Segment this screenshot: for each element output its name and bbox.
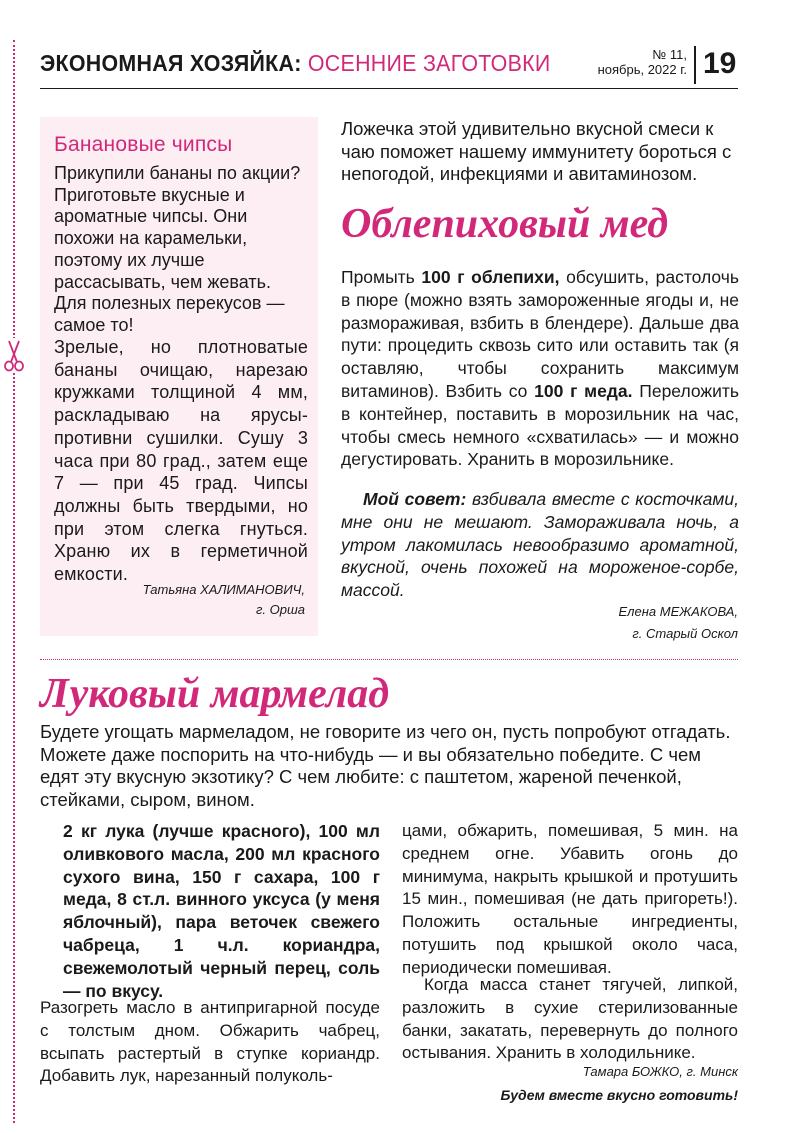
- sidebar-title: Банановые чипсы: [54, 133, 233, 156]
- page-number: 19: [703, 47, 737, 80]
- marmalade-intro: Будете угощать мармеладом, не говорите из чего он, пусть попробуют отгадать. Можете даже поспорить на что-нибудь — и вы обязательно победите. С чем едят эту вкусную экзотику? С чем любите: с паштетом, жареной печенкой, стейками, сыром, вином.: [40, 721, 731, 810]
- section-divider: [40, 659, 738, 660]
- magazine-section-title: [40, 50, 551, 77]
- advice-text: взбивала вместе с косточками, мне они не мешают. Замораживала ночь, а утром лакомилась невообразимо ароматной, вкусной, очень похожей на мороженое-сорбе, массой.: [341, 489, 739, 601]
- scissors-icon: [3, 338, 25, 372]
- header-rule: [40, 88, 738, 89]
- issue-info: [598, 47, 687, 77]
- closing-line: Будем вместе вкусно готовить!: [500, 1087, 738, 1103]
- honey-advice: [341, 488, 739, 602]
- marmalade-author: Тамара БОЖКО, г. Минск: [582, 1064, 738, 1079]
- honey-intro: Ложечка этой удивительно вкусной смеси к чаю поможет нашему иммунитету бороться с непогодой, инфекциями и авитаминозом.: [341, 118, 732, 184]
- marmalade-heading: Луковый мармелад: [40, 671, 390, 717]
- cut-line: [13, 40, 15, 1123]
- honey-author: Елена МЕЖАКОВА,: [618, 604, 738, 619]
- sidebar-body: Зрелые, но плотноватые бананы очищаю, нарезаю кружками толщиной 4 мм, раскладываю на ярусы-противни сушилки. Сушу 3 часа при 80 град., затем еще 7 — при 45 град. Чипсы должны быть твердыми, но при этом слегка гнуться. Храню их в герметичной емкости.: [54, 337, 308, 585]
- sidebar-intro: Прикупили бананы по акции? Приготовьте вкусные и ароматные чипсы. Они похожи на карамельки, поэтому их лучше рассасывать, чем жевать. Для полезных перекусов — самое то!: [54, 163, 301, 335]
- marmalade-steps-part2: цами, обжарить, помешивая, 5 мин. на среднем огне. Убавить огонь до минимума, накрыть крышкой и протушить 15 мин., помешивая (не дать пригореть!). Положить остальные ингредиенты, потушить под крышкой около часа, периодически помешивая.: [402, 821, 738, 977]
- sidebar-author-city: г. Орша: [256, 602, 305, 617]
- marmalade-ingredients: 2 кг лука (лучше красного), 100 мл оливкового масла, 200 мл красного сухого вина, 150 г сахара, 100 г меда, 8 ст.л. винного уксуса (у меня яблочный), пара веточек свежего чабреца, 1 ч.л. кориандра, свежемолотый черный перец, соль — по вкусу.: [63, 821, 380, 1001]
- advice-label: Мой совет:: [363, 489, 467, 509]
- marmalade-steps-part1: Разогреть масло в антипригарной посуде с толстым дном. Обжарить чабрец, всыпать растертый в ступке кориандр. Добавить лук, нарезанный полуколь-: [40, 998, 380, 1086]
- section-title-main: ЭКОНОМНАЯ ХОЗЯЙКА:: [40, 50, 302, 76]
- issue-date: ноябрь, 2022 г.: [597, 62, 687, 77]
- page-number-divider: [694, 46, 696, 84]
- sidebar-author: Татьяна ХАЛИМАНОВИЧ,: [142, 582, 305, 597]
- marmalade-steps-part3: Когда масса станет тягучей, липкой, разложить в сухие стерилизованные банки, закатать, перевернуть до полного остывания. Хранить в холодильнике.: [402, 975, 738, 1063]
- honey-heading: Облепиховый мед: [341, 201, 669, 247]
- honey-recipe: Промыть 100 г облепихи, обсушить, растолочь в пюре (можно взять замороженные ягоды и, не размораживая, взбить в блендере). Дальше два пути: процедить сквозь сито или оставить так (я оставляю, чтобы сохранить максимум витаминов). Взбить со 100 г меда. Переложить в контейнер, поставить в морозильник на час, чтобы смесь немного «схватилась» — и можно дегустировать. Хранить в морозильнике.: [341, 267, 740, 470]
- issue-number: № 11,: [652, 47, 687, 62]
- section-title-sub: ОСЕННИЕ ЗАГОТОВКИ: [307, 50, 551, 76]
- honey-author-city: г. Старый Оскол: [632, 626, 738, 641]
